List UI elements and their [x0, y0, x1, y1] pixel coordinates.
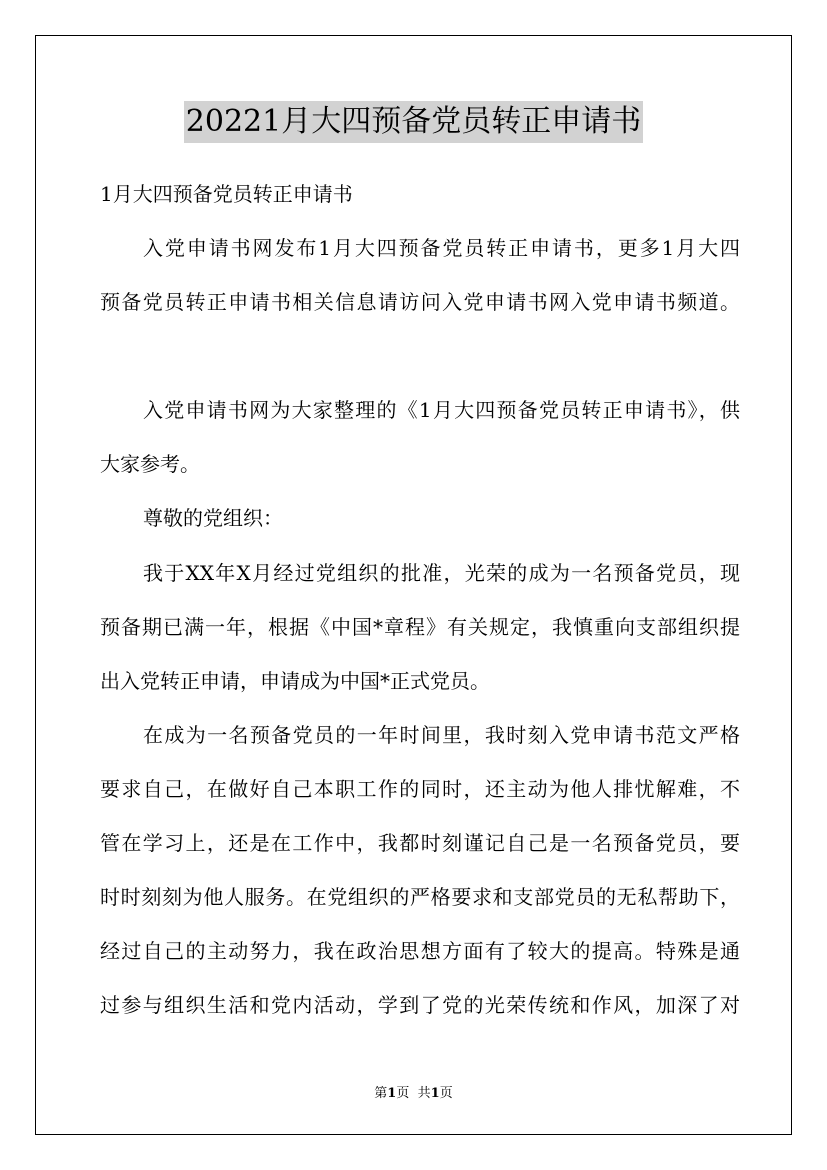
- footer-total-prefix: 共: [417, 1086, 431, 1101]
- paragraph-1-line-2: 预备党员转正申请书相关信息请访问入党申请书网入党申请书频道。: [100, 290, 740, 314]
- paragraph-4-line-2: 要求自己，在做好自己本职工作的同时，还主动为他人排忧解难，不: [100, 777, 740, 801]
- footer-page-number: 1: [387, 1086, 397, 1101]
- paragraph-3-line-3: 出入党转正申请，申请成为中国*正式党员。: [100, 669, 490, 693]
- page-footer: [0, 1086, 827, 1102]
- paragraph-4-line-3: 管在学习上，还是在工作中，我都时刻谨记自己是一名预备党员，要: [100, 831, 740, 855]
- paragraph-4-line-1: 在成为一名预备党员的一年时间里，我时刻入党申请书范文严格: [143, 723, 740, 747]
- subtitle-line: 1月大四预备党员转正申请书: [100, 182, 353, 206]
- paragraph-3-line-2: 预备期已满一年，根据《中国*章程》有关规定，我慎重向支部组织提: [100, 615, 740, 639]
- footer-total-number: 1: [430, 1086, 440, 1101]
- footer-total-suffix: 页: [439, 1086, 453, 1101]
- footer-page-prefix: 第: [374, 1086, 388, 1101]
- title-container: [0, 101, 827, 143]
- paragraph-2-line-2: 大家参考。: [100, 452, 200, 476]
- footer-page-suffix: 页: [396, 1086, 410, 1101]
- paragraph-1-line-1: 入党申请书网发布1月大四预备党员转正申请书，更多1月大四: [143, 236, 740, 260]
- paragraph-2-line-1: 入党申请书网为大家整理的《1月大四预备党员转正申请书》，供: [143, 398, 740, 422]
- paragraph-4-line-5: 经过自己的主动努力，我在政治思想方面有了较大的提高。特殊是通: [100, 939, 740, 963]
- paragraph-4-line-6: 过参与组织生活和党内活动，学到了党的光荣传统和作风，加深了对: [100, 993, 740, 1017]
- salutation-line: 尊敬的党组织：: [143, 506, 283, 530]
- paragraph-3-line-1: 我于XX年X月经过党组织的批准，光荣的成为一名预备党员，现: [143, 561, 740, 585]
- paragraph-4-line-4: 时时刻刻为他人服务。在党组织的严格要求和支部党员的无私帮助下，: [100, 885, 740, 909]
- document-title: 20221月大四预备党员转正申请书: [184, 101, 643, 143]
